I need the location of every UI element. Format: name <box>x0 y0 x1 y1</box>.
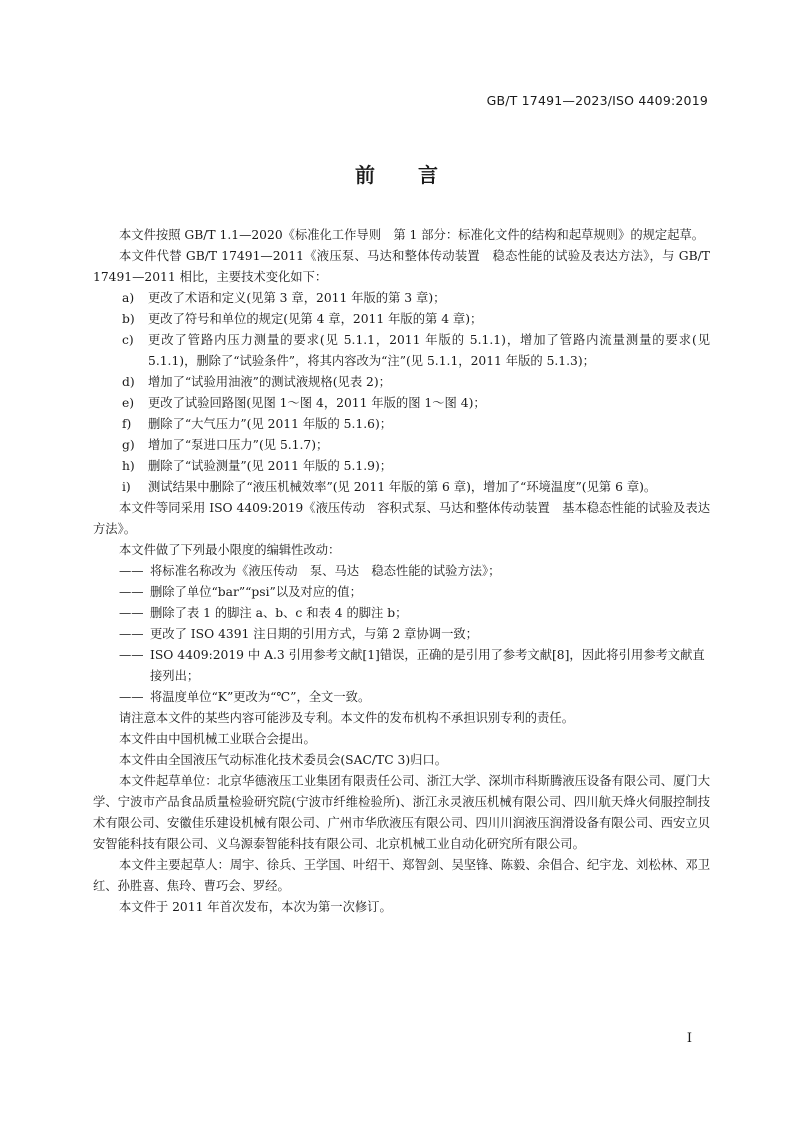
page-title: 前 言 <box>355 163 439 187</box>
list-item: h) 删除了“试验测量”(见 2011 年版的 5.1.9)； <box>122 459 393 473</box>
list-item: —— ISO 4409:2019 中 A.3 引用参考文献[1]错误，正确的是引用了参考文献[8]，因此将引用参考文献直接列出； <box>119 648 705 683</box>
list-item: b) 更改了符号和单位的规定(见第 4 章，2011 年版的第 4 章)； <box>122 312 483 326</box>
paragraph-patent-notice: 请注意本文件的某些内容可能涉及专利。本文件的发布机构不承担识别专利的责任。 <box>119 711 574 725</box>
list-item: c) 更改了管路内压力测量的要求(见 5.1.1，2011 年版的 5.1.1)，增加了管路内流量测量的要求(见 5.1.1)，删除了“试验条件”，将其内容改为“注”(见 5.1.1，2011 年版的 5.1.3)； <box>122 333 710 368</box>
foreword-body <box>93 225 710 918</box>
paragraph-technical-committee: 本文件由全国液压气动标准化技术委员会(SAC/TC 3)归口。 <box>119 753 448 767</box>
list-item: d) 增加了“试验用油液”的测试液规格(见表 2)； <box>122 375 391 389</box>
paragraph-history: 本文件于 2011 年首次发布，本次为第一次修订。 <box>119 900 392 914</box>
list-item: i) 测试结果中删除了“液压机械效率”(见 2011 年版的第 6 章)，增加了“环境温度”(见第 6 章)。 <box>122 480 657 494</box>
list-item: —— 删除了表 1 的脚注 a、b、c 和表 4 的脚注 b； <box>119 606 408 620</box>
editorial-changes-list <box>93 561 710 708</box>
paragraph-drafters: 本文件主要起草人：周宇、徐兵、王学国、叶绍干、郑智剑、吴坚锋、陈毅、余倡合、纪宇龙、刘松林、邓卫红、孙胜喜、焦玲、曹巧会、罗经。 <box>93 858 710 893</box>
list-item: f) 删除了“大气压力”(见 2011 年版的 5.1.6)； <box>122 417 393 431</box>
list-item: —— 将标准名称改为《液压传动 泵、马达 稳态性能的试验方法》； <box>119 564 501 578</box>
paragraph-drafting-units: 本文件起草单位：北京华德液压工业集团有限责任公司、浙江大学、深圳市科斯腾液压设备有限公司、厦门大学、宁波市产品食品质量检验研究院(宁波市纤维检验所)、浙江永灵液压机械有限公司、四川航天烽火伺服控制技术有限公司、安徽佳乐建设机械有限公司、广州市华欣液压有限公司、四川川润液压润滑设备有限公司、西安立贝安智能科技有限公司、义乌源泰智能科技有限公司、北京机械工业自动化研究所有限公司。 <box>93 774 710 851</box>
list-item: —— 更改了 ISO 4391 注日期的引用方式，与第 2 章协调一致； <box>119 627 478 641</box>
paragraph-proposer: 本文件由中国机械工业联合会提出。 <box>119 732 316 746</box>
changes-list <box>93 288 710 498</box>
list-item: —— 将温度单位“K”更改为“℃”，全文一致。 <box>119 690 371 704</box>
standard-code-header: GB/T 17491—2023/ISO 4409:2019 <box>486 93 708 108</box>
paragraph-editorial-intro: 本文件做了下列最小限度的编辑性改动： <box>119 543 341 557</box>
paragraph-drafting-rules: 本文件按照 GB/T 1.1—2020《标准化工作导则 第 1 部分：标准化文件的结构和起草规则》的规定起草。 <box>119 228 705 242</box>
paragraph-replaces: 本文件代替 GB/T 17491—2011《液压泵、马达和整体传动装置 稳态性能的试验及表达方法》，与 GB/T 17491—2011 相比，主要技术变化如下： <box>93 249 710 284</box>
page-number: I <box>686 1031 692 1046</box>
paragraph-identical-adoption: 本文件等同采用 ISO 4409:2019《液压传动 容积式泵、马达和整体传动装置 基本稳态性能的试验及表达方法》。 <box>93 501 710 536</box>
list-item: g) 增加了“泵进口压力”(见 5.1.7)； <box>122 438 329 452</box>
list-item: e) 更改了试验回路图(见图 1～图 4，2011 年版的图 1～图 4)； <box>122 396 486 410</box>
list-item: —— 删除了单位“bar”“psi”以及对应的值； <box>119 585 362 599</box>
list-item: a) 更改了术语和定义(见第 3 章，2011 年版的第 3 章)； <box>122 291 446 305</box>
